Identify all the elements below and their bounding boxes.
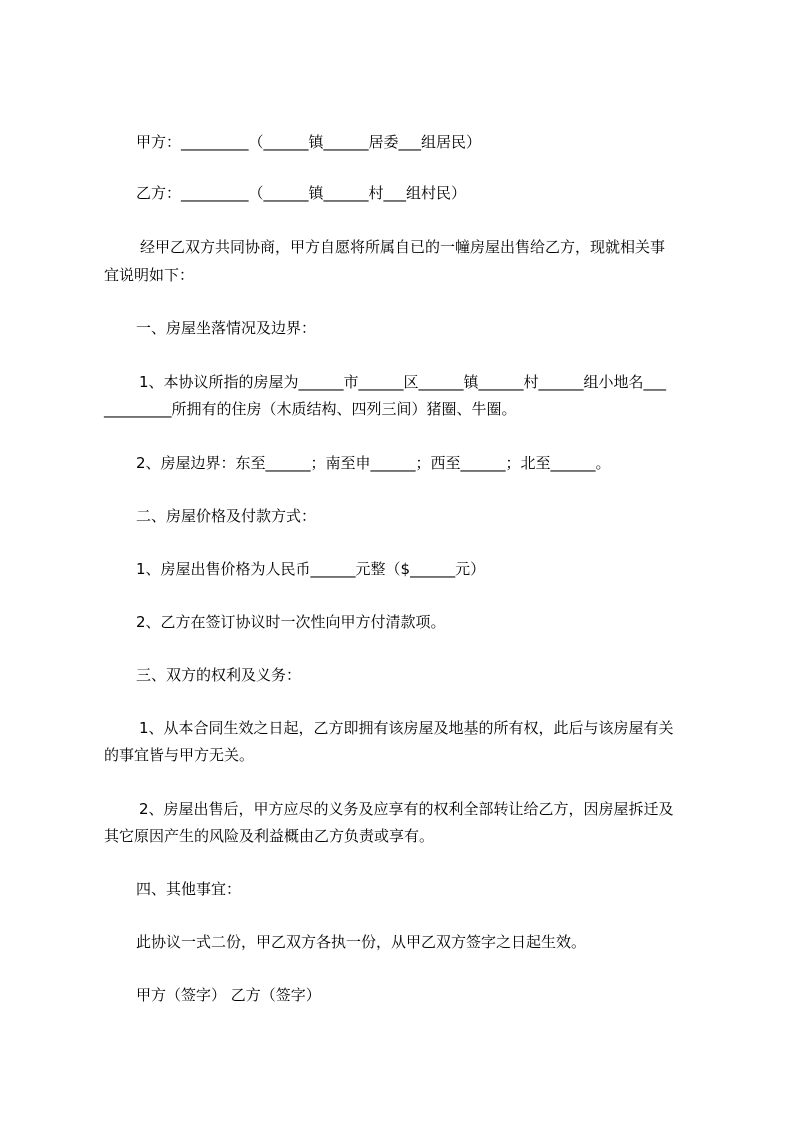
party-b-line: 乙方：_________（______镇______村___组村民） xyxy=(136,184,467,202)
section-4-item-1: 此协议一式二份，甲乙双方各执一份，从甲乙双方签字之日起生效。 xyxy=(136,933,587,951)
party-a-line: 甲方：_________（______镇______居委___组居民） xyxy=(136,133,482,151)
section-1-item-1-line-1: 1、本协议所指的房屋为______市______区______镇______村______组小地名___ xyxy=(139,373,667,391)
section-3-item-1-line-2: 的事宜皆与甲方无关。 xyxy=(104,746,255,764)
section-1-item-2: 2、房屋边界：东至______；南至申______；西至______；北至______。 xyxy=(136,454,611,472)
intro-line-1: 经甲乙双方共同协商，甲方自愿将所属自已的一幢房屋出售给乙方，现就相关事 xyxy=(140,238,666,256)
section-3-item-2-line-1: 2、房屋出售后，甲方应尽的义务及应享有的权利全部转让给乙方，因房屋拆迁及 xyxy=(139,800,674,818)
section-2-item-1: 1、房屋出售价格为人民币______元整（$______元） xyxy=(136,560,486,578)
section-1-title: 一、房屋坐落情况及边界： xyxy=(136,319,317,337)
section-4-title: 四、其他事宜： xyxy=(136,880,242,898)
intro-line-2: 宜说明如下： xyxy=(104,266,195,284)
section-2-title: 二、房屋价格及付款方式： xyxy=(136,507,317,525)
signature-line: 甲方（签字） 乙方（签字） xyxy=(136,986,321,1004)
section-3-title: 三、双方的权利及义务： xyxy=(136,666,302,684)
section-1-item-1-line-2: _________所拥有的住房（木质结构、四列三间）猪圈、牛圈。 xyxy=(104,400,517,418)
section-3-item-2-line-2: 其它原因产生的风险及利益概由乙方负责或享有。 xyxy=(104,827,435,845)
section-2-item-2: 2、乙方在签订协议时一次性向甲方付清款项。 xyxy=(136,613,446,631)
section-3-item-1-line-1: 1、从本合同生效之日起，乙方即拥有该房屋及地基的所有权，此后与该房屋有关 xyxy=(139,719,674,737)
